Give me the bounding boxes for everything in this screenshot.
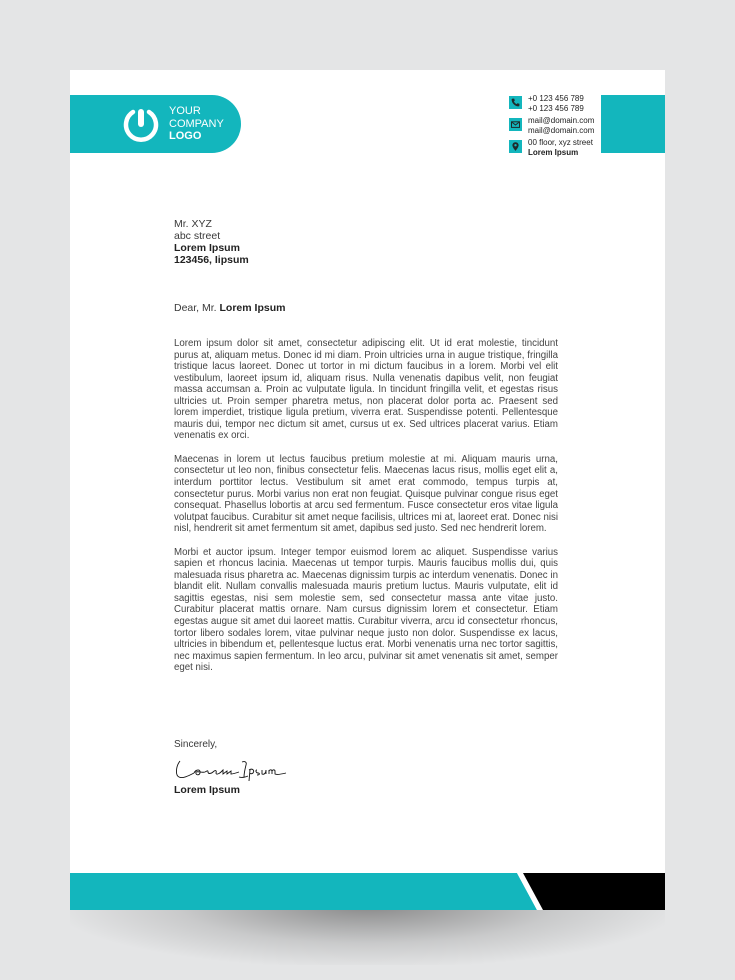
phone-line: +0 123 456 789 <box>528 103 584 113</box>
logo-line: COMPANY <box>169 117 224 130</box>
address-line: 00 floor, xyz street <box>528 138 593 147</box>
salutation-name: Lorem Ipsum <box>219 302 286 314</box>
body-paragraph: Morbi et auctor ipsum. Integer tempor euismod lorem ac aliquet. Suspendisse varius sapien et rhoncus lacinia. Maecenas ut tempor turpis. Mauris faucibus mollis dui, quis malesuada risus pharetra ac. Maecenas dignissim turpis ac interdum venenatis. Donec in blandit elit. Nullam convallis malesuada mauris pretium luctus. Mauris vulputate, elit id sagittis egestas, nisi sem molestie sem, sed consectetur massa ante vitae justo. Curabitur placerat mattis ornare. Nam cursus dignissim lorem et consectetur. Etiam egestas augue sit amet dui laoreet mattis. Curabitur viverra, arcu id consectetur rhoncus, tortor libero sodales lorem, vitae pulvinar neque justo non dolor. Suspendisse ex lacus, ultricies in bibendum et, pellentesque luctus erat. Morbi venenatis urna nec tortor sagittis, nec maximus sapien fermentum. In leo arcu, pulvinar sit amet venenatis sit amet, semper eget nisi. <box>174 546 558 674</box>
header-accent-bar <box>601 95 665 153</box>
email-line: mail@domain.com <box>528 125 595 135</box>
recipient-name: Mr. XYZ <box>174 218 212 230</box>
footer-accent-band <box>70 873 537 910</box>
phone-line: +0 123 456 789 <box>528 94 584 103</box>
email-line: mail@domain.com <box>528 116 595 125</box>
logo-banner <box>70 95 241 153</box>
footer-dark-band <box>523 873 665 910</box>
closing-text: Sincerely, <box>174 739 218 750</box>
mail-icon <box>509 118 522 131</box>
phone-icon <box>509 96 522 109</box>
recipient-address <box>174 218 558 266</box>
footer-band <box>70 873 665 910</box>
company-logo-text <box>169 105 224 143</box>
signer-name: Lorem Ipsum <box>174 784 240 796</box>
recipient-street: abc street <box>174 230 221 242</box>
letter-body <box>174 338 558 686</box>
page-shadow <box>70 905 665 965</box>
letterhead-page <box>70 70 665 910</box>
body-paragraph: Maecenas in lorem ut lectus faucibus pretium molestie at mi. Aliquam mauris urna, consectetur ut leo non, finibus consectetur felis. Maecenas lacus risus, mollis eget elit a, interdum porttitor lectus. Vestibulum sit amet erat commodo, tempus turpis at, consectetur purus. Morbi varius non erat non feugiat. Quisque pulvinar congue risus eget consequat. Phasellus lobortis at arcu sed fermentum. Fusce consectetur eros vitae ligula volutpat faucibus. Curabitur sit amet neque facilisis, ultrices mi at, laoreet erat. Donec nisi nisl, hendrerit sit amet fermentum sit amet, dapibus sed justo. Sed nec hendrerit lorem. <box>174 453 558 535</box>
handwritten-signature <box>172 754 292 784</box>
salutation <box>174 302 285 314</box>
salutation-prefix: Dear, Mr. <box>174 302 220 314</box>
address-line: Lorem Ipsum <box>528 147 579 157</box>
recipient-zip: 123456, Iipsum <box>174 254 249 266</box>
logo-line: LOGO <box>169 130 202 142</box>
logo-line: YOUR <box>169 105 201 117</box>
location-pin-icon <box>509 140 522 153</box>
recipient-city: Lorem Ipsum <box>174 242 240 254</box>
power-logo-icon <box>120 103 162 145</box>
body-paragraph: Lorem ipsum dolor sit amet, consectetur adipiscing elit. Ut id erat molestie, tincidunt purus at, aliquam metus. Donec id mi diam. Proin ultricies urna in augue tristique, fringilla tristique lacus laoreet. Donec ut tortor in mi dictum faucibus in a lorem. Morbi vel elit vestibulum, laoreet ipsum id, aliquam risus. Nulla venenatis dapibus velit, non feugiat massa accumsan a. Proin ac vulputate ligula. In tincidunt fringilla velit, et egestas risus ultricies ut. Proin semper pharetra metus, non placerat dolor porta ac. Praesent sed lorem imperdiet, tristique ligula pretium, viverra erat. Suspendisse potenti. Pellentesque mauris dui, tempor nec dictum sit amet, cursus ut ex. Sed ultrices placerat varius. Etiam venenatis ex orci. <box>174 338 558 442</box>
